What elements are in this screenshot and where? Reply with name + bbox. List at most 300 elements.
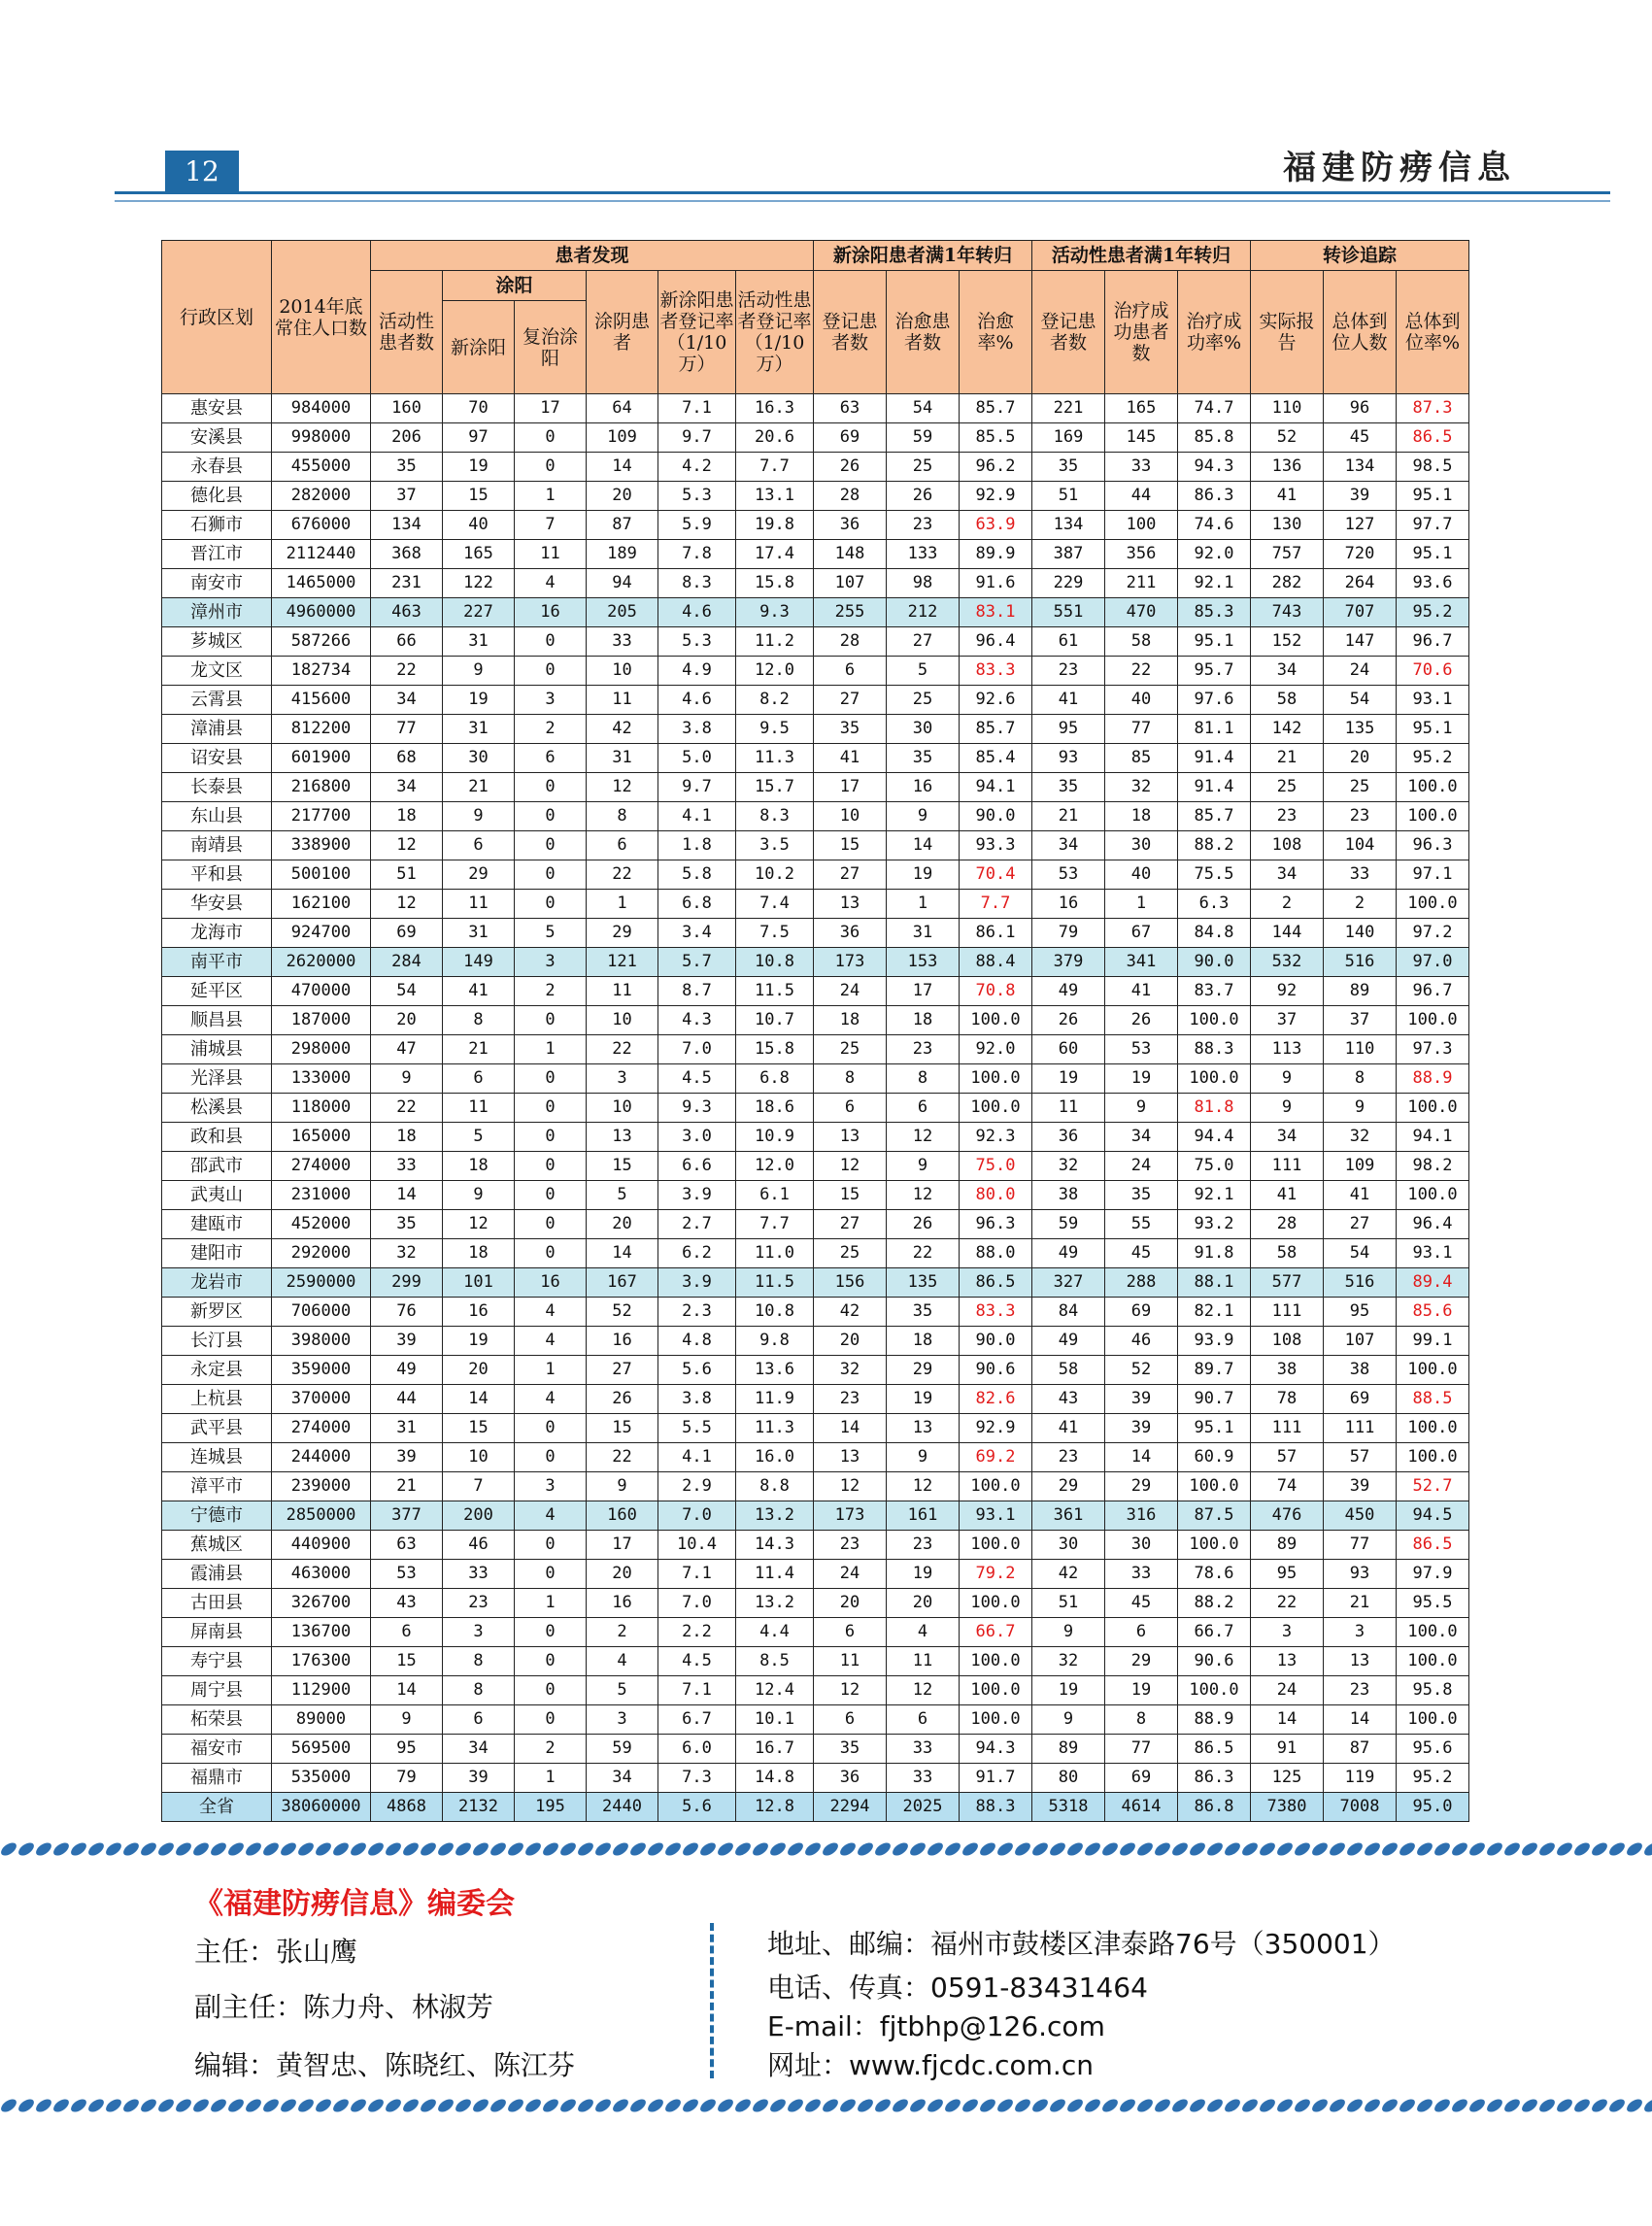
region-name-cell: 上杭县 — [162, 1385, 272, 1414]
rope-segment — [1151, 1838, 1173, 1859]
data-cell: 88.0 — [960, 1239, 1032, 1268]
data-cell: 10.8 — [736, 948, 814, 977]
rope-segment — [1623, 1838, 1645, 1859]
footer-email: E-mail：fjtbhp@126.com — [767, 2010, 1105, 2042]
region-name-cell: 新罗区 — [162, 1298, 272, 1327]
data-cell: 95.2 — [1397, 1764, 1469, 1793]
col-header-active-rate: 活动性患者登记率（1/10万） — [736, 271, 814, 394]
data-cell: 19.8 — [736, 511, 814, 540]
table-row — [162, 1152, 1469, 1181]
data-cell: 6 — [443, 1705, 515, 1735]
rope-segment — [941, 1838, 963, 1859]
data-cell: 93 — [1324, 1560, 1397, 1589]
data-cell: 3 — [1251, 1618, 1324, 1647]
rope-segment — [434, 2095, 456, 2115]
data-cell: 176300 — [272, 1647, 371, 1676]
data-cell: 21 — [1324, 1589, 1397, 1618]
data-cell: 338900 — [272, 831, 371, 860]
data-cell: 67 — [1105, 919, 1178, 948]
data-cell: 42 — [1032, 1560, 1105, 1589]
data-cell: 12 — [887, 1123, 960, 1152]
data-cell: 13.1 — [736, 482, 814, 511]
rope-segment — [329, 1838, 352, 1859]
data-cell: 6 — [443, 831, 515, 860]
data-cell: 110 — [1251, 394, 1324, 423]
data-cell: 5 — [515, 919, 587, 948]
data-cell: 96.7 — [1397, 627, 1469, 657]
data-cell: 0 — [515, 1647, 587, 1676]
data-cell: 88.3 — [1178, 1035, 1251, 1064]
rope-segment — [1273, 2095, 1296, 2115]
table-row — [162, 1705, 1469, 1735]
data-cell: 145 — [1105, 423, 1178, 453]
data-cell: 19 — [1105, 1064, 1178, 1094]
data-cell: 7.1 — [658, 1560, 736, 1589]
data-cell: 9 — [371, 1064, 443, 1094]
data-cell: 1 — [515, 1035, 587, 1064]
data-cell: 4960000 — [272, 598, 371, 627]
data-cell: 0 — [515, 1618, 587, 1647]
data-cell: 11 — [887, 1647, 960, 1676]
data-cell: 5.3 — [658, 482, 736, 511]
region-name-cell: 德化县 — [162, 482, 272, 511]
rope-segment — [347, 1838, 369, 1859]
data-cell: 8.2 — [736, 686, 814, 715]
data-cell: 7.3 — [658, 1764, 736, 1793]
data-cell: 10.8 — [736, 1298, 814, 1327]
region-name-cell: 光泽县 — [162, 1064, 272, 1094]
rope-segment — [679, 2095, 701, 2115]
data-cell: 720 — [1324, 540, 1397, 569]
data-cell: 30 — [887, 715, 960, 744]
data-cell: 97 — [443, 423, 515, 453]
data-cell: 30 — [1032, 1531, 1105, 1560]
region-name-cell: 霞浦县 — [162, 1560, 272, 1589]
rope-segment — [626, 1838, 649, 1859]
statistics-table — [161, 240, 1469, 1822]
rope-segment — [1378, 2095, 1400, 2115]
data-cell: 92.1 — [1178, 569, 1251, 598]
data-cell: 577 — [1251, 1268, 1324, 1298]
data-cell: 14 — [371, 1181, 443, 1210]
data-cell: 35 — [887, 744, 960, 773]
rope-segment — [766, 2095, 789, 2115]
data-cell: 37 — [1251, 1006, 1324, 1035]
data-cell: 11 — [1032, 1094, 1105, 1123]
rope-segment — [259, 2095, 282, 2115]
data-cell: 89.9 — [960, 540, 1032, 569]
col-header-new-smear: 新涂阳 — [443, 301, 515, 394]
data-cell: 18 — [443, 1239, 515, 1268]
data-cell: 361 — [1032, 1501, 1105, 1531]
data-cell: 12 — [814, 1152, 887, 1181]
data-cell: 51 — [371, 860, 443, 890]
rope-segment — [1063, 2095, 1086, 2115]
col-header-cured: 治愈患者数 — [887, 271, 960, 394]
data-cell: 19 — [887, 1385, 960, 1414]
rope-segment — [574, 2095, 596, 2115]
data-cell: 80 — [1032, 1764, 1105, 1793]
data-cell: 415600 — [272, 686, 371, 715]
rope-segment — [1028, 1838, 1051, 1859]
data-cell: 998000 — [272, 423, 371, 453]
data-cell: 11.0 — [736, 1239, 814, 1268]
data-cell: 95.1 — [1397, 540, 1469, 569]
data-cell: 13 — [1251, 1647, 1324, 1676]
data-cell: 33 — [443, 1560, 515, 1589]
data-cell: 4 — [515, 1501, 587, 1531]
data-cell: 274000 — [272, 1414, 371, 1443]
data-cell: 83.3 — [960, 1298, 1032, 1327]
rope-segment — [1588, 2095, 1610, 2115]
table-row — [162, 1472, 1469, 1501]
table-row — [162, 1443, 1469, 1472]
data-cell: 22 — [587, 860, 658, 890]
footer-address: 地址、邮编：福州市鼓楼区津泰路76号（350001） — [767, 1928, 1396, 1960]
data-cell: 4 — [515, 1327, 587, 1356]
data-cell: 45 — [1324, 423, 1397, 453]
data-cell: 34 — [1032, 831, 1105, 860]
rope-segment — [1011, 1838, 1033, 1859]
data-cell: 22 — [587, 1443, 658, 1472]
table-row — [162, 569, 1469, 598]
data-cell: 6 — [1105, 1618, 1178, 1647]
data-cell: 676000 — [272, 511, 371, 540]
data-cell: 92.6 — [960, 686, 1032, 715]
data-cell: 107 — [1324, 1327, 1397, 1356]
data-cell: 0 — [515, 1006, 587, 1035]
total-row — [162, 1793, 1469, 1822]
rope-segment — [1081, 1838, 1103, 1859]
data-cell: 96 — [1324, 394, 1397, 423]
data-cell: 54 — [1324, 686, 1397, 715]
data-cell: 6.8 — [658, 890, 736, 919]
rope-segment — [487, 2095, 509, 2115]
data-cell: 87 — [587, 511, 658, 540]
data-cell: 90.0 — [1178, 948, 1251, 977]
data-cell: 94.4 — [1178, 1123, 1251, 1152]
data-cell: 15 — [443, 482, 515, 511]
data-cell: 0 — [515, 890, 587, 919]
rope-segment — [661, 2095, 684, 2115]
data-cell: 95 — [371, 1735, 443, 1764]
table-row — [162, 773, 1469, 802]
data-cell: 13.2 — [736, 1589, 814, 1618]
data-cell: 7.0 — [658, 1501, 736, 1531]
data-cell: 12.4 — [736, 1676, 814, 1705]
rope-segment — [1500, 1838, 1523, 1859]
statistics-table-wrapper — [161, 240, 1469, 1822]
rope-segment — [84, 1838, 107, 1859]
data-cell: 17 — [814, 773, 887, 802]
data-cell: 227 — [443, 598, 515, 627]
data-cell: 95.1 — [1178, 1414, 1251, 1443]
data-cell: 41 — [1324, 1181, 1397, 1210]
data-cell: 15 — [814, 1181, 887, 1210]
data-cell: 11 — [587, 686, 658, 715]
data-cell: 88.4 — [960, 948, 1032, 977]
data-cell: 4 — [587, 1647, 658, 1676]
region-name-cell: 南靖县 — [162, 831, 272, 860]
data-cell: 9.8 — [736, 1327, 814, 1356]
data-cell: 6 — [814, 1705, 887, 1735]
data-cell: 12 — [887, 1181, 960, 1210]
rope-segment — [749, 1838, 771, 1859]
data-cell: 9 — [587, 1472, 658, 1501]
data-cell: 19 — [1105, 1676, 1178, 1705]
rope-border-bottom — [0, 2095, 1652, 2116]
region-name-cell: 长泰县 — [162, 773, 272, 802]
data-cell: 6 — [887, 1094, 960, 1123]
rope-segment — [1168, 1838, 1191, 1859]
data-cell: 14 — [814, 1414, 887, 1443]
data-cell: 15 — [371, 1647, 443, 1676]
data-cell: 470000 — [272, 977, 371, 1006]
data-cell: 93.3 — [960, 831, 1032, 860]
data-cell: 743 — [1251, 598, 1324, 627]
data-cell: 41 — [814, 744, 887, 773]
col-header-new-smear-rate: 新涂阳患者登记率（1/10万） — [658, 271, 736, 394]
data-cell: 133000 — [272, 1064, 371, 1094]
rope-segment — [487, 1838, 509, 1859]
data-cell: 77 — [1324, 1531, 1397, 1560]
data-cell: 156 — [814, 1268, 887, 1298]
data-cell: 74 — [1251, 1472, 1324, 1501]
data-cell: 95.0 — [1397, 1793, 1469, 1822]
data-cell: 86.1 — [960, 919, 1032, 948]
data-cell: 2620000 — [272, 948, 371, 977]
table-body — [162, 394, 1469, 1822]
data-cell: 54 — [1324, 1239, 1397, 1268]
city-row — [162, 948, 1469, 977]
rope-segment — [15, 2095, 37, 2115]
rope-segment — [1273, 1838, 1296, 1859]
data-cell: 45 — [1105, 1239, 1178, 1268]
data-cell: 12 — [887, 1472, 960, 1501]
region-name-cell: 武平县 — [162, 1414, 272, 1443]
group-header-active-outcome: 活动性患者满1年转归 — [1032, 241, 1251, 271]
data-cell: 12 — [443, 1210, 515, 1239]
data-cell: 706000 — [272, 1298, 371, 1327]
data-cell: 387 — [1032, 540, 1105, 569]
data-cell: 326700 — [272, 1589, 371, 1618]
rope-segment — [1466, 1838, 1488, 1859]
rope-segment — [539, 2095, 561, 2115]
rope-segment — [819, 1838, 841, 1859]
col-header-success-rate: 治疗成功率% — [1178, 271, 1251, 394]
data-cell: 31 — [443, 627, 515, 657]
data-cell: 91.6 — [960, 569, 1032, 598]
data-cell: 92.0 — [960, 1035, 1032, 1064]
data-cell: 95.2 — [1397, 598, 1469, 627]
data-cell: 54 — [371, 977, 443, 1006]
region-name-cell: 龙文区 — [162, 657, 272, 686]
data-cell: 149 — [443, 948, 515, 977]
data-cell: 12 — [371, 890, 443, 919]
data-cell: 11.2 — [736, 627, 814, 657]
data-cell: 23 — [814, 1531, 887, 1560]
data-cell: 83.1 — [960, 598, 1032, 627]
data-cell: 924700 — [272, 919, 371, 948]
data-cell: 79 — [1032, 919, 1105, 948]
data-cell: 7.5 — [736, 919, 814, 948]
data-cell: 8.8 — [736, 1472, 814, 1501]
data-cell: 173 — [814, 1501, 887, 1531]
data-cell: 68 — [371, 744, 443, 773]
rope-segment — [277, 1838, 299, 1859]
data-cell: 32 — [1105, 773, 1178, 802]
data-cell: 10 — [587, 1094, 658, 1123]
data-cell: 60 — [1032, 1035, 1105, 1064]
data-cell: 288 — [1105, 1268, 1178, 1298]
data-cell: 100.0 — [960, 1472, 1032, 1501]
region-name-cell: 漳浦县 — [162, 715, 272, 744]
data-cell: 9.3 — [658, 1094, 736, 1123]
data-cell: 21 — [443, 773, 515, 802]
rope-segment — [1221, 1838, 1243, 1859]
data-cell: 19 — [1032, 1676, 1105, 1705]
rope-segment — [1256, 2095, 1278, 2115]
data-cell: 23 — [887, 1035, 960, 1064]
data-cell: 3 — [1324, 1618, 1397, 1647]
data-cell: 35 — [1032, 773, 1105, 802]
data-cell: 10.4 — [658, 1531, 736, 1560]
data-cell: 14.8 — [736, 1764, 814, 1793]
table-row — [162, 1006, 1469, 1035]
data-cell: 107 — [814, 569, 887, 598]
rope-segment — [1431, 1838, 1453, 1859]
data-cell: 23 — [814, 1385, 887, 1414]
data-cell: 368 — [371, 540, 443, 569]
table-row — [162, 511, 1469, 540]
data-cell: 26 — [1032, 1006, 1105, 1035]
data-cell: 12 — [814, 1472, 887, 1501]
region-name-cell: 平和县 — [162, 860, 272, 890]
data-cell: 81.1 — [1178, 715, 1251, 744]
data-cell: 34 — [1251, 860, 1324, 890]
data-cell: 1.8 — [658, 831, 736, 860]
table-row — [162, 1035, 1469, 1064]
data-cell: 160 — [371, 394, 443, 423]
data-cell: 85 — [1105, 744, 1178, 773]
rope-segment — [731, 1838, 754, 1859]
data-cell: 5318 — [1032, 1793, 1105, 1822]
data-cell: 86.3 — [1178, 1764, 1251, 1793]
data-cell: 41 — [1032, 686, 1105, 715]
data-cell: 85.7 — [1178, 802, 1251, 831]
footer-phone: 电话、传真：0591-83431464 — [767, 1972, 1148, 2004]
rope-segment — [1238, 2095, 1261, 2115]
rope-segment — [399, 1838, 421, 1859]
data-cell: 100 — [1105, 511, 1178, 540]
rope-segment — [294, 2095, 317, 2115]
data-cell: 0 — [515, 1239, 587, 1268]
col-header-retreat-smear: 复治涂阳 — [515, 301, 587, 394]
data-cell: 206 — [371, 423, 443, 453]
data-cell: 70.6 — [1397, 657, 1469, 686]
data-cell: 13.2 — [736, 1501, 814, 1531]
data-cell: 94.1 — [960, 773, 1032, 802]
data-cell: 15.8 — [736, 569, 814, 598]
city-row — [162, 1501, 1469, 1531]
data-cell: 20 — [887, 1589, 960, 1618]
data-cell: 24 — [1105, 1152, 1178, 1181]
data-cell: 1 — [887, 890, 960, 919]
data-cell: 16.7 — [736, 1735, 814, 1764]
data-cell: 100.0 — [1397, 1443, 1469, 1472]
data-cell: 110 — [1324, 1035, 1397, 1064]
data-cell: 111 — [1251, 1414, 1324, 1443]
data-cell: 100.0 — [1397, 1356, 1469, 1385]
rope-segment — [1326, 2095, 1348, 2115]
table-row — [162, 1647, 1469, 1676]
data-cell: 3.8 — [658, 715, 736, 744]
data-cell: 20 — [443, 1356, 515, 1385]
data-cell: 470 — [1105, 598, 1178, 627]
rope-segment — [1518, 1838, 1540, 1859]
rope-segment — [1623, 2095, 1645, 2115]
group-header-patient-discovery: 患者发现 — [371, 241, 814, 271]
data-cell: 707 — [1324, 598, 1397, 627]
data-cell: 33 — [587, 627, 658, 657]
data-cell: 109 — [587, 423, 658, 453]
data-cell: 88.3 — [960, 1793, 1032, 1822]
data-cell: 13 — [814, 890, 887, 919]
data-cell: 3.5 — [736, 831, 814, 860]
rope-segment — [242, 2095, 264, 2115]
data-cell: 125 — [1251, 1764, 1324, 1793]
data-cell: 11 — [515, 540, 587, 569]
data-cell: 2440 — [587, 1793, 658, 1822]
region-name-cell: 永春县 — [162, 453, 272, 482]
data-cell: 20 — [587, 482, 658, 511]
data-cell: 153 — [887, 948, 960, 977]
region-name-cell: 屏南县 — [162, 1618, 272, 1647]
data-cell: 49 — [371, 1356, 443, 1385]
data-cell: 20 — [814, 1589, 887, 1618]
rope-segment — [1081, 2095, 1103, 2115]
data-cell: 147 — [1324, 627, 1397, 657]
rope-segment — [959, 2095, 981, 2115]
data-cell: 3.9 — [658, 1181, 736, 1210]
data-cell: 3.4 — [658, 919, 736, 948]
data-cell: 22 — [371, 657, 443, 686]
data-cell: 1 — [1105, 890, 1178, 919]
data-cell: 97.2 — [1397, 919, 1469, 948]
rope-segment — [1151, 2095, 1173, 2115]
data-cell: 59 — [887, 423, 960, 453]
data-cell: 10 — [443, 1443, 515, 1472]
table-row — [162, 831, 1469, 860]
data-cell: 59 — [587, 1735, 658, 1764]
data-cell: 9 — [443, 802, 515, 831]
rope-segment — [364, 1838, 387, 1859]
rope-segment — [259, 1838, 282, 1859]
data-cell: 5.9 — [658, 511, 736, 540]
data-cell: 40 — [1105, 686, 1178, 715]
data-cell: 516 — [1324, 1268, 1397, 1298]
data-cell: 41 — [1251, 482, 1324, 511]
data-cell: 5.5 — [658, 1414, 736, 1443]
data-cell: 33 — [371, 1152, 443, 1181]
data-cell: 5 — [587, 1676, 658, 1705]
data-cell: 95.7 — [1178, 657, 1251, 686]
data-cell: 93.2 — [1178, 1210, 1251, 1239]
data-cell: 6 — [814, 657, 887, 686]
data-cell: 86.5 — [1178, 1735, 1251, 1764]
data-cell: 35 — [1032, 453, 1105, 482]
data-cell: 32 — [371, 1239, 443, 1268]
